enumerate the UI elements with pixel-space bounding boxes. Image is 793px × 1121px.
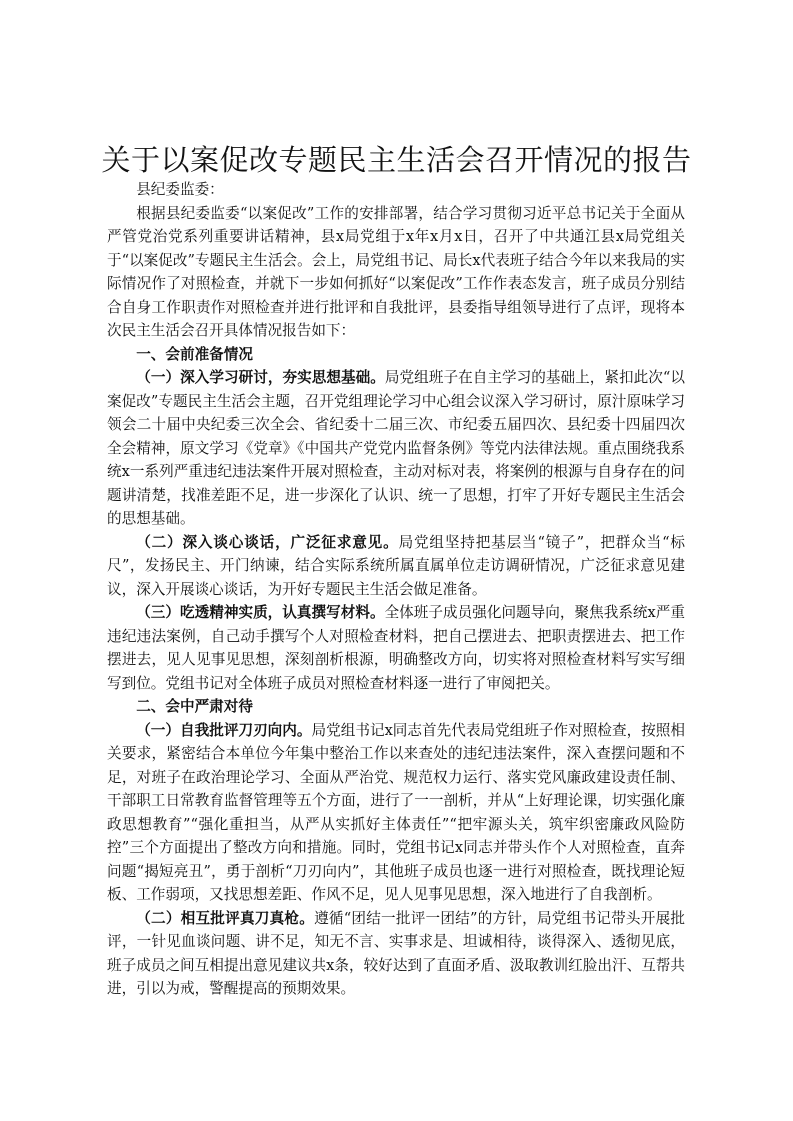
intro-paragraph: 根据县纪委监委“以案促改”工作的安排部署，结合学习贯彻习近平总书记关于全面从严管党治党系列重要讲话精神，县x局党组于x年x月x日，召开了中共通江县x局党组关于“以案促改”专题民主生活会。会上，局党组书记、局长x代表班子结合今年以来我局的实际情况作了对照检查，并就下一步如何抓好“以案促改”工作作表态发言，班子成员分别结合自身工作职责作对照检查并进行批评和自我批评，县委指导组领导进行了点评，现将本次民主生活会召开具体情况报告如下：: [107, 204, 685, 339]
salutation: 县纪委监委：: [136, 181, 224, 198]
document-body: [107, 178, 685, 1001]
paragraph-lead: （三）吃透精神实质，认真撰写材料。: [136, 604, 385, 621]
paragraph-text: 遵循“团结一批评一团结”的方针，局党组书记带头开展批评，一针见血谈问题、讲不足，知无不言、实事求是、坦诚相待，谈得深入、透彻见底，班子成员之间互相提出意见建议共x条，较好达到了直面矛盾、汲取教训红脸出汗、互帮共进，引以为戒，警醒提高的预期效果。: [107, 909, 685, 997]
paragraph-lead: （一）自我批评刀刃向内。: [136, 721, 312, 739]
paragraph-text: 局党组坚持把基层当“镜子”，把群众当“标尺”，发扬民主、开门纳谏，结合实际系统所属直属单位走访调研情况，广泛征求意见建议，深入开展谈心谈话，为开好专题民主生活会做足准备。: [107, 533, 685, 598]
paragraph-lead: （一）深入学习研讨，夯实思想基础。: [136, 369, 385, 386]
paragraph-2-2: [107, 907, 685, 1001]
paragraph-text: 局党组书记x同志首先代表局党组班子作对照检查，按照相关要求，紧密结合本单位今年集中整治工作以来查处的违纪违法案件，深入查摆问题和不足，对班子在政治理论学习、全面从严治党、规范权力运行、落实党风廉政建设责任制、干部职工日常教育监督管理等五个方面，进行了一一剖析，并从“上好理论课，切实强化廉政思想教育”“强化重担当，从严从实抓好主体责任”“把牢源头关，筑牢织密廉政风险防控”三个方面提出了整改方向和措施。同时，党组书记x同志并带头作个人对照检查，直奔问题“揭短亮丑”，勇于剖析“刀刃向内”，其他班子成员也逐一进行对照检查，既找理论短板、工作弱项，又找思想差距、作风不足，见人见事见思想，深入地进行了自我剖析。: [107, 721, 685, 903]
paragraph-lead: （二）相互批评真刀真枪。: [136, 909, 315, 927]
paragraph-1-3: [107, 601, 685, 695]
paragraph-text: 全体班子成员强化问题导向，聚焦我系统x严重违纪违法案例，自己动手撰写个人对照检查材料，把自己摆进去、把职责摆进去、把工作摆进去，见人见事见思想，深刻剖析根源，明确整改方向，切实将对照检查材料写实写细写到位。党组书记对全体班子成员对照检查材料逐一进行了审阅把关。: [107, 604, 685, 692]
document-title: 关于以案促改专题民主生活会召开情况的报告: [101, 143, 692, 177]
paragraph-2-1: [107, 719, 685, 907]
section-heading-2: 二、会中严肃对待: [136, 698, 253, 715]
paragraph-lead: （二）深入谈心谈话，广泛征求意见。: [136, 533, 399, 551]
section-heading-1: 一、会前准备情况: [136, 345, 253, 363]
paragraph-1-1: [107, 366, 685, 531]
paragraph-1-2: [107, 531, 685, 602]
paragraph-text: 局党组班子在自主学习的基础上，紧扣此次“以案促改”专题民主生活会主题，召开党组理论学习中心组会议深入学习研讨，原汁原味学习领会二十届中央纪委三次全会、省纪委十二届三次、市纪委五届四次、县纪委十四届四次全会精神，原文学习《党章》《中国共产党党内监督条例》等党内法律法规。重点围绕我系统x一系列严重违纪违法案件开展对照检查，主动对标对表，将案例的根源与自身存在的问题讲清楚，找准差距不足，进一步深化了认识、统一了思想，打牢了开好专题民主生活会的思想基础。: [107, 369, 685, 527]
